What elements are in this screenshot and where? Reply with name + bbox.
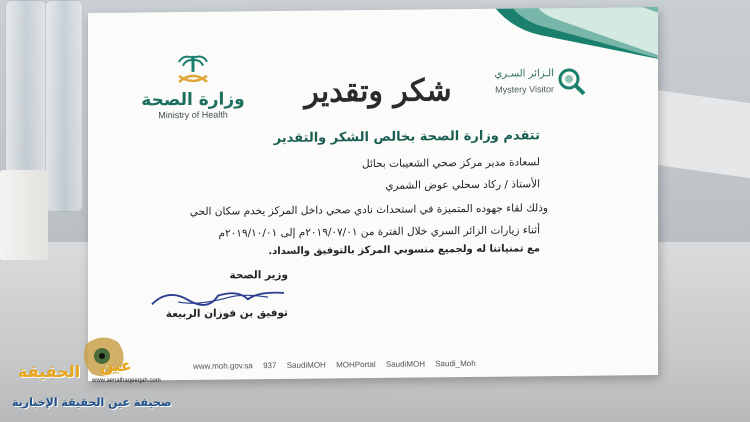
watermark-name: الحقيقة: [18, 362, 81, 381]
watermark-url: www.aenalhaqeeqah.com: [92, 378, 161, 384]
minister-title: وزير الصحة: [229, 268, 288, 282]
magnifier-icon: [556, 66, 588, 98]
mystery-visitor-logo: [468, 66, 588, 95]
period-text: أثناء زيارات الزائر السري خلال الفترة من ٢٠١٩/٠٧/٠١م إلى ٢٠١٩/١٠/٠١م: [218, 224, 540, 240]
minister-block: [158, 269, 288, 320]
certificate-heading: تتقدم وزارة الصحة بخالص الشكر والتقدير: [273, 128, 540, 147]
portal-handle: MOHPortal: [336, 359, 376, 370]
snapchat-handle: Saudi_Moh: [435, 358, 476, 369]
recipient-name: الأستاذ / ركاد سحلي عوض الشمري: [385, 178, 540, 192]
mystery-visitor-arabic: الـزائر السـري: [494, 68, 554, 80]
phone-text: 937: [263, 361, 277, 371]
water-bottle: [45, 0, 83, 212]
closing-text: مع تمنياتنا له ولجميع منسوبي المركز بالتوفيق والسداد.: [268, 243, 540, 258]
moh-logo: [133, 51, 253, 120]
minister-name: توفيق بن فوزان الربيعة: [165, 306, 288, 321]
moh-english-name: Ministry of Health: [158, 109, 228, 121]
recipient-position: لسعادة مدير مركز صحي الشعيبات بحائل: [362, 156, 540, 171]
twitter-handle: SaudiMOH: [286, 360, 326, 370]
certificate-footer: [193, 359, 484, 371]
certificate: [88, 7, 658, 381]
watermark-subtitle: صحيفة عين الحقيقة الإخبارية: [12, 396, 172, 409]
website-text: www.moh.gov.sa: [193, 361, 253, 371]
mystery-visitor-english: Mystery Visitor: [495, 84, 554, 95]
moh-arabic-name: وزارة الصحة: [141, 89, 245, 111]
paper-cup: [0, 170, 48, 260]
certificate-title: شكر وتقدير: [304, 73, 452, 110]
watermark-name-2: عين: [100, 356, 132, 375]
palm-swords-icon: [173, 52, 213, 86]
youtube-handle: SaudiMOH: [385, 359, 425, 369]
achievement-text: وذلك لقاء جهوده المتميزة في استحداث نادي صحي داخل المركز يخدم سكان الحي: [189, 202, 548, 218]
